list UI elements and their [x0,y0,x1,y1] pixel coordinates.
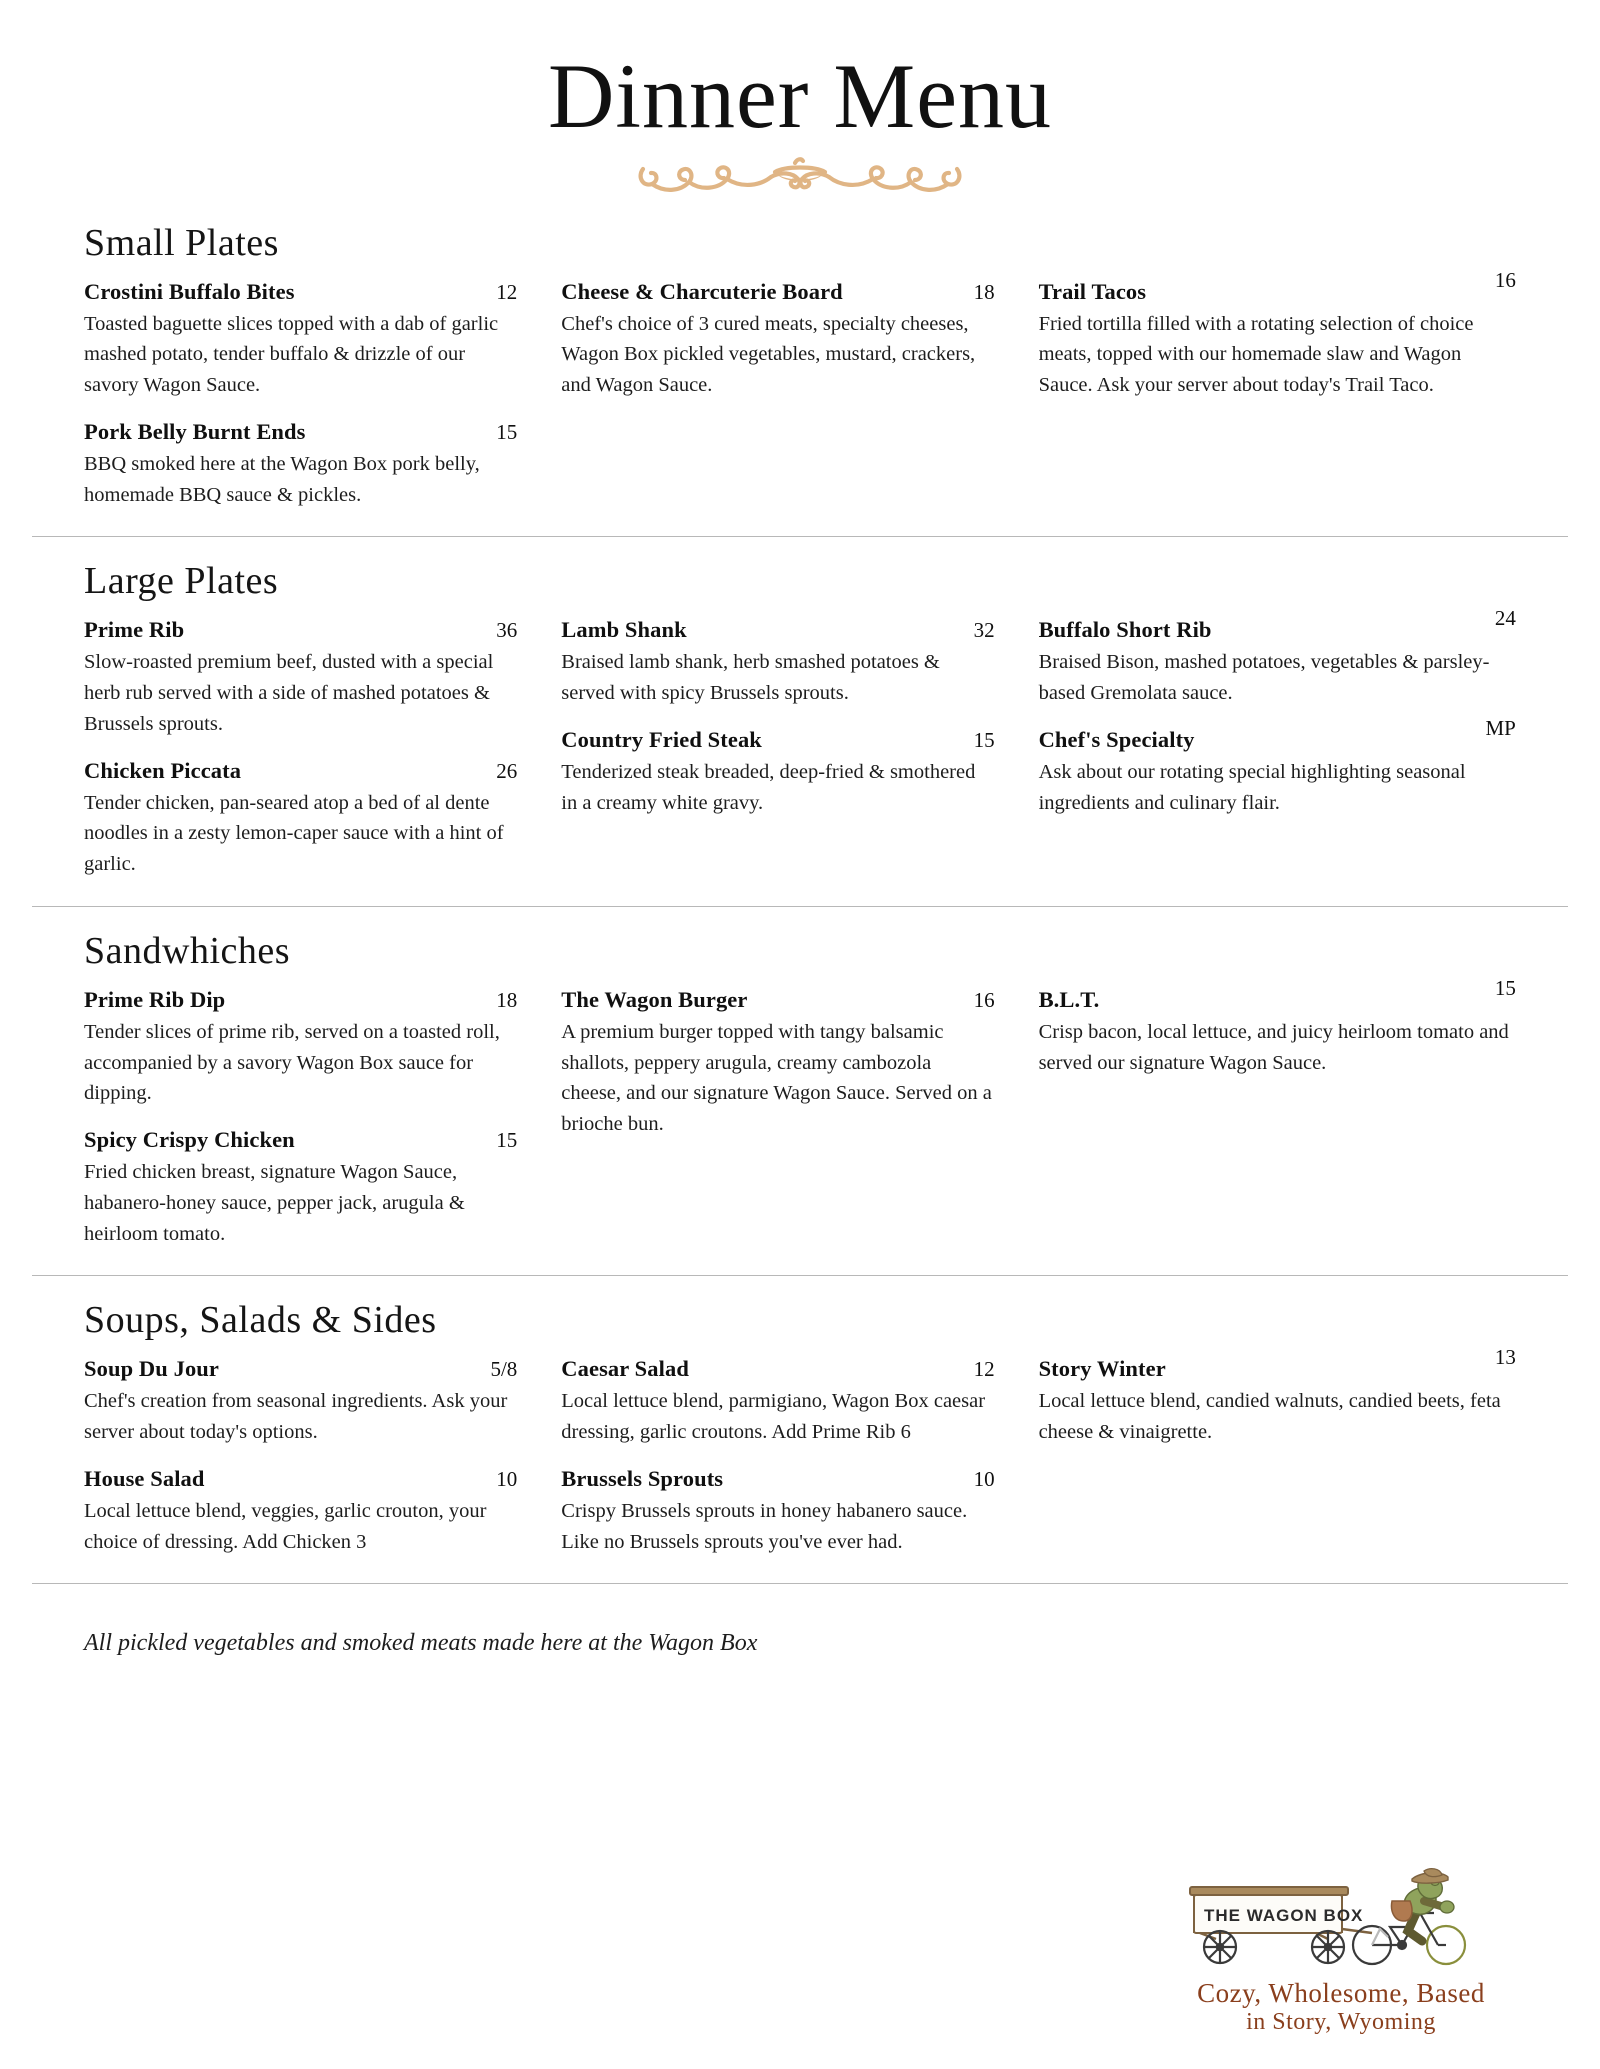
menu-column [561,987,1038,1250]
section-title-small-plates: Small Plates [84,221,279,264]
logo-tagline-line-2: in Story, Wyoming [1246,2008,1436,2035]
section-columns [84,1345,1516,1557]
menu-item-header [1038,975,1516,1013]
menu-item-header [84,419,517,445]
menu-item-header [561,727,994,753]
menu-item-name: The Wagon Burger [561,986,748,1012]
section-columns [84,267,1516,511]
menu-item-price: MP [1485,715,1516,740]
menu-section-large-plates [32,536,1568,907]
footer-note: All pickled vegetables and smoked meats made here at the Wagon Box [84,1630,758,1657]
menu-item-name: Spicy Crispy Chicken [84,1127,295,1153]
menu-item [84,987,517,1109]
menu-column [561,1356,1038,1557]
section-title-large-plates: Large Plates [84,560,279,603]
menu-item-price: 12 [973,1357,995,1382]
menu-item-header [1038,715,1516,753]
menu-column [84,1356,561,1557]
menu-item-description: BBQ smoked here at the Wagon Box pork belly, homemade BBQ sauce & pickles. [84,452,480,506]
menu-item-name: Trail Tacos [1038,278,1147,304]
menu-item [1038,715,1516,819]
menu-column [1038,975,1516,1250]
menu-item [84,617,517,739]
menu-item-header [561,279,994,305]
section-columns [84,606,1516,880]
menu-item-price: 15 [496,419,518,444]
menu-item-header [84,987,517,1013]
menu-item-header [84,1466,517,1492]
menu-item-header [561,617,994,643]
menu-item-description: Braised lamb shank, herb smashed potatoes & served with spicy Brussels sprouts. [561,651,940,705]
menu-item-description: Ask about our rotating special highlighting seasonal ingredients and culinary flair. [1038,760,1466,814]
menu-item-price: 15 [973,727,995,752]
menu-item-name: Chicken Piccata [84,757,242,783]
menu-item [1038,975,1516,1079]
menu-item-name: Brussels Sprouts [561,1465,724,1491]
menu-section-small-plates [32,199,1568,537]
menu-item-description: Local lettuce blend, parmigiano, Wagon Box caesar dressing, garlic croutons. Add Prime Rib 6 [561,1390,986,1444]
menu-item-description: Chef's creation from seasonal ingredients. Ask your server about today's options. [84,1390,508,1444]
menu-item [561,727,994,819]
menu-section-sandwhiches [32,907,1568,1276]
menu-item-price: 26 [496,758,518,783]
page-title: Dinner Menu [547,45,1053,147]
menu-item-name: Pork Belly Burnt Ends [84,418,306,444]
menu-item-price: 32 [973,618,995,643]
menu-item-description: Local lettuce blend, veggies, garlic crouton, your choice of dressing. Add Chicken 3 [84,1499,487,1553]
menu-item-name: House Salad [84,1465,205,1491]
menu-item-price: 15 [1494,975,1516,1000]
menu-column [84,987,561,1250]
menu-item [1038,606,1516,709]
section-title-sandwhiches: Sandwhiches [84,929,291,972]
menu-item-price: 16 [1494,267,1516,292]
menu-item-header [1038,267,1516,305]
restaurant-logo [1126,1867,1556,2035]
menu-item-name: Chef's Specialty [1038,726,1195,752]
menu-item-name: Prime Rib [84,617,185,643]
menu-item-header [561,1356,994,1382]
menu-item-price: 5/8 [490,1357,518,1382]
menu-item-name: Buffalo Short Rib [1038,617,1212,643]
menu-item-description: Slow-roasted premium beef, dusted with a special herb rub served with a side of mashed potatoes & Brussels sprouts. [84,651,494,735]
menu-item-price: 15 [496,1128,518,1153]
menu-item-header [84,758,517,784]
menu-item [84,1356,517,1448]
menu-item [561,1356,994,1448]
menu-item-description: Local lettuce blend, candied walnuts, candied beets, feta cheese & vinaigrette. [1038,1390,1501,1444]
menu-item [84,419,517,511]
menu-item-description: Crisp bacon, local lettuce, and juicy heirloom tomato and served our signature Wagon Sauce. [1038,1020,1509,1074]
wagon-sign-text: THE WAGON BOX [1204,1906,1364,1926]
menu-item-header [561,987,994,1013]
menu-column [84,279,561,511]
menu-item-name: Crostini Buffalo Bites [84,278,295,304]
section-columns [84,975,1516,1250]
menu-item-description: A premium burger topped with tangy balsamic shallots, peppery arugula, creamy cambozola cheese, and our signature Wagon Sauce. Served on a brioche bun. [561,1020,992,1136]
menu-item-header [84,279,517,305]
menu-item-header [84,1356,517,1382]
menu-item [1038,1345,1516,1448]
menu-item [84,758,517,880]
menu-item-description: Toasted baguette slices topped with a dab of garlic mashed potato, tender buffalo & drizzle of our savory Wagon Sauce. [84,312,499,397]
menu-item-name: Country Fried Steak [561,726,762,752]
menu-item [84,1127,517,1249]
menu-item [1038,267,1516,401]
menu-section-soups-salads-sides [32,1275,1568,1584]
menu-item-name: B.L.T. [1038,986,1100,1012]
menu-item-price: 18 [973,279,995,304]
menu-sections [0,199,1600,1585]
menu-column [1038,267,1516,511]
menu-item-header [561,1466,994,1492]
menu-column [84,617,561,880]
flourish-ornament-icon [635,153,965,199]
menu-item-name: Lamb Shank [561,617,687,643]
menu-item-description: Fried chicken breast, signature Wagon Sauce, habanero-honey sauce, pepper jack, arugula & heirloom tomato. [84,1161,465,1245]
menu-item-header [1038,606,1516,643]
logo-tagline-line-1: Cozy, Wholesome, Based [1197,1978,1485,2009]
menu-item-description: Fried tortilla filled with a rotating selection of choice meats, topped with our homemade slaw and Wagon Sauce. Ask your server about today's Trail Taco. [1038,312,1474,397]
menu-item-name: Caesar Salad [561,1356,689,1382]
menu-item-description: Crispy Brussels sprouts in honey habanero sauce. Like no Brussels sprouts you've ever had. [561,1499,968,1553]
menu-item-price: 16 [973,987,995,1012]
menu-item-description: Tender slices of prime rib, served on a toasted roll, accompanied by a savory Wagon Box sauce for dipping. [84,1020,500,1105]
menu-item-price: 10 [496,1466,518,1491]
menu-item [561,1466,994,1558]
menu-item-name: Prime Rib Dip [84,986,226,1012]
menu-item-name: Story Winter [1038,1356,1166,1382]
menu-item-price: 10 [973,1466,995,1491]
menu-item [561,617,994,709]
menu-item [561,279,994,401]
menu-item-header [1038,1345,1516,1382]
menu-item-price: 12 [496,279,518,304]
menu-item-description: Chef's choice of 3 cured meats, specialty cheeses, Wagon Box pickled vegetables, mustard, crackers, and Wagon Sauce. [561,312,976,397]
section-title-soups-salads-sides: Soups, Salads & Sides [84,1299,437,1342]
menu-item-description: Tenderized steak breaded, deep-fried & smothered in a creamy white gravy. [561,760,976,814]
menu-item-header [84,617,517,643]
menu-item-price: 36 [496,618,518,643]
menu-item-price: 13 [1494,1345,1516,1370]
menu-item-description: Tender chicken, pan-seared atop a bed of al dente noodles in a zesty lemon-caper sauce with a hint of garlic. [84,791,504,876]
menu-item-price: 18 [496,987,518,1012]
menu-column [1038,606,1516,880]
menu-item-name: Cheese & Charcuterie Board [561,278,843,304]
menu-item [561,987,994,1140]
menu-column [1038,1345,1516,1557]
menu-column [561,617,1038,880]
menu-header [0,0,1600,199]
menu-item [84,279,517,401]
menu-item-header [84,1127,517,1153]
menu-item [84,1466,517,1558]
menu-item-description: Braised Bison, mashed potatoes, vegetables & parsley-based Gremolata sauce. [1038,651,1490,705]
menu-item-price: 24 [1494,606,1516,631]
menu-footer [32,1584,1568,1657]
wagon-box-bicycle-logo-icon [1176,1867,1506,1979]
menu-item-name: Soup Du Jour [84,1356,220,1382]
menu-column [561,279,1038,511]
